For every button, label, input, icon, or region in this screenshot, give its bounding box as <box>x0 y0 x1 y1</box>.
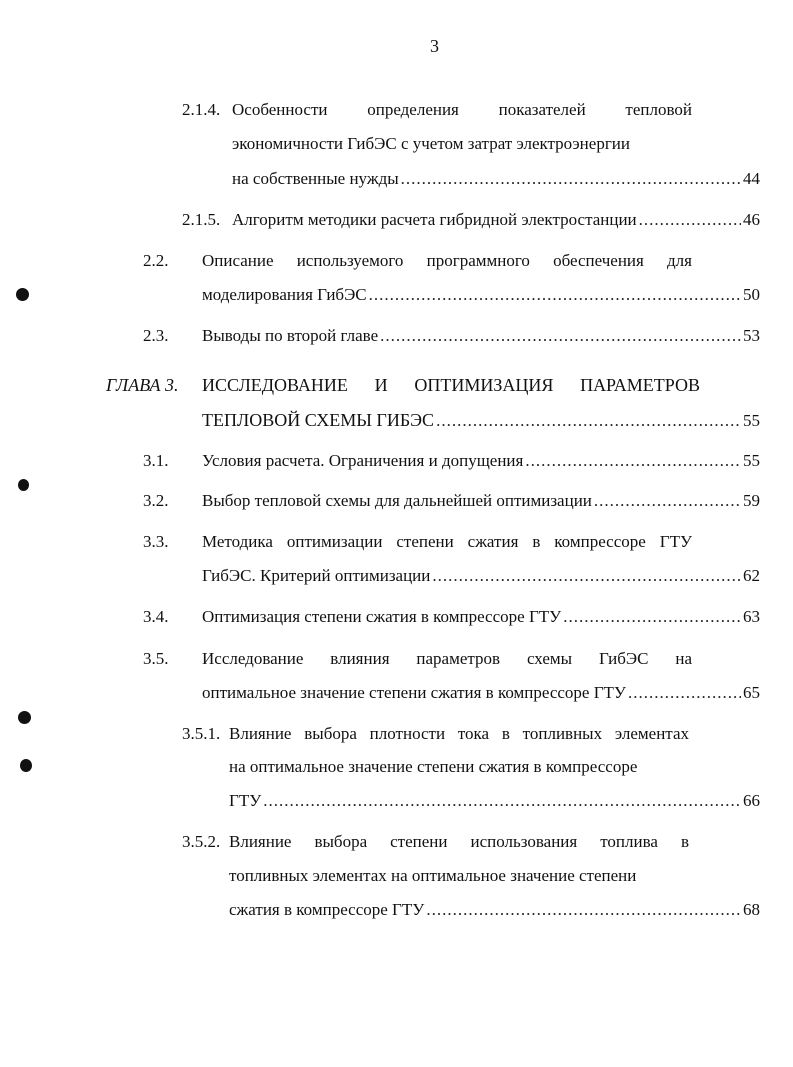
toc-title-line: Выбор тепловой схемы для дальнейшей оптимизации <box>202 491 592 510</box>
toc-title-line: Описание используемого программного обеспечения для <box>202 251 692 270</box>
scan-speck <box>20 759 32 772</box>
toc-page-number: 68 <box>743 900 760 919</box>
toc-title-line: моделирования ГибЭС <box>202 285 367 304</box>
toc-title-line: Оптимизация степени сжатия в компрессоре ГТУ <box>202 607 562 626</box>
toc-number: 2.1.4. <box>182 100 221 119</box>
toc-leader-line <box>202 451 760 471</box>
toc-title-line: сжатия в компрессоре ГТУ <box>229 900 425 919</box>
toc-leader-line <box>229 791 760 811</box>
dot-leader <box>432 566 741 586</box>
scan-speck <box>16 288 29 301</box>
toc-number: 3.5.1. <box>182 724 221 743</box>
dot-leader <box>380 326 741 346</box>
toc-title-line: ГибЭС. Критерий оптимизации <box>202 566 431 585</box>
toc-title-line: Методика оптимизации степени сжатия в компрессоре ГТУ <box>202 532 692 551</box>
toc-page-number: 63 <box>743 607 760 626</box>
toc-title-line: Выводы по второй главе <box>202 326 379 345</box>
toc-title-line: Исследование влияния параметров схемы ГибЭС на <box>202 649 692 668</box>
toc-page-number: 53 <box>743 326 760 345</box>
toc-title-line: на собственные нужды <box>232 169 399 188</box>
toc-number: 3.2. <box>143 491 169 510</box>
dot-leader <box>594 491 741 511</box>
toc-title-line: Алгоритм методики расчета гибридной электростанции <box>232 210 637 229</box>
toc-page-number: 55 <box>743 451 760 470</box>
toc-title-line: Условия расчета. Ограничения и допущения <box>202 451 524 470</box>
toc-leader-line <box>202 410 760 431</box>
toc-title-line: топливных элементах на оптимальное значение степени <box>229 866 637 885</box>
toc-number: 2.3. <box>143 326 169 345</box>
toc-leader-line <box>202 683 760 703</box>
dot-leader <box>426 900 741 920</box>
toc-page-number: 65 <box>743 683 760 702</box>
toc-number: 3.5. <box>143 649 169 668</box>
dot-leader <box>639 210 741 230</box>
page-number: 3 <box>430 36 439 56</box>
dot-leader <box>401 169 741 189</box>
toc-number: 3.4. <box>143 607 169 626</box>
toc-title-line: Влияние выбора плотности тока в топливных элементах <box>229 724 689 743</box>
toc-number: 2.2. <box>143 251 169 270</box>
dot-leader <box>628 683 741 703</box>
toc-title-line: на оптимальное значение степени сжатия в компрессоре <box>229 757 638 776</box>
scan-speck <box>18 711 31 724</box>
toc-leader-line <box>202 607 760 627</box>
toc-page-number: 50 <box>743 285 760 304</box>
toc-page-number: 46 <box>743 210 760 229</box>
dot-leader <box>369 285 741 305</box>
toc-page-number: 62 <box>743 566 760 585</box>
toc-leader-line <box>202 326 760 346</box>
dot-leader <box>525 451 741 471</box>
toc-page-number: 66 <box>743 791 760 810</box>
toc-page-number: 44 <box>743 169 760 188</box>
dot-leader <box>563 607 741 627</box>
toc-number: 3.1. <box>143 451 169 470</box>
toc-title-line: Влияние выбора степени использования топлива в <box>229 832 689 851</box>
toc-title-line: оптимальное значение степени сжатия в компрессоре ГТУ <box>202 683 626 702</box>
toc-leader-line <box>229 900 760 920</box>
toc-title-line: Особенности определения показателей тепловой <box>232 100 692 119</box>
toc-title-line: экономичности ГибЭС с учетом затрат электроэнергии <box>232 134 630 153</box>
toc-leader-line <box>202 491 760 511</box>
scan-speck <box>18 479 29 491</box>
dot-leader <box>263 791 741 811</box>
toc-number: 3.5.2. <box>182 832 221 851</box>
chapter-label: ГЛАВА 3. <box>106 375 179 395</box>
toc-title-line: ГТУ <box>229 791 262 810</box>
toc-page-number: 59 <box>743 491 760 510</box>
toc-leader-line <box>202 285 760 305</box>
toc-page-number: 55 <box>743 411 760 430</box>
toc-leader-line <box>232 210 760 230</box>
toc-leader-line <box>232 169 760 189</box>
dot-leader <box>436 411 741 431</box>
toc-number: 2.1.5. <box>182 210 221 229</box>
chapter-title-line: ИССЛЕДОВАНИЕ И ОПТИМИЗАЦИЯ ПАРАМЕТРОВ <box>202 375 700 395</box>
toc-number: 3.3. <box>143 532 169 551</box>
chapter-title-line: ТЕПЛОВОЙ СХЕМЫ ГИБЭС <box>202 410 435 430</box>
toc-leader-line <box>202 566 760 586</box>
